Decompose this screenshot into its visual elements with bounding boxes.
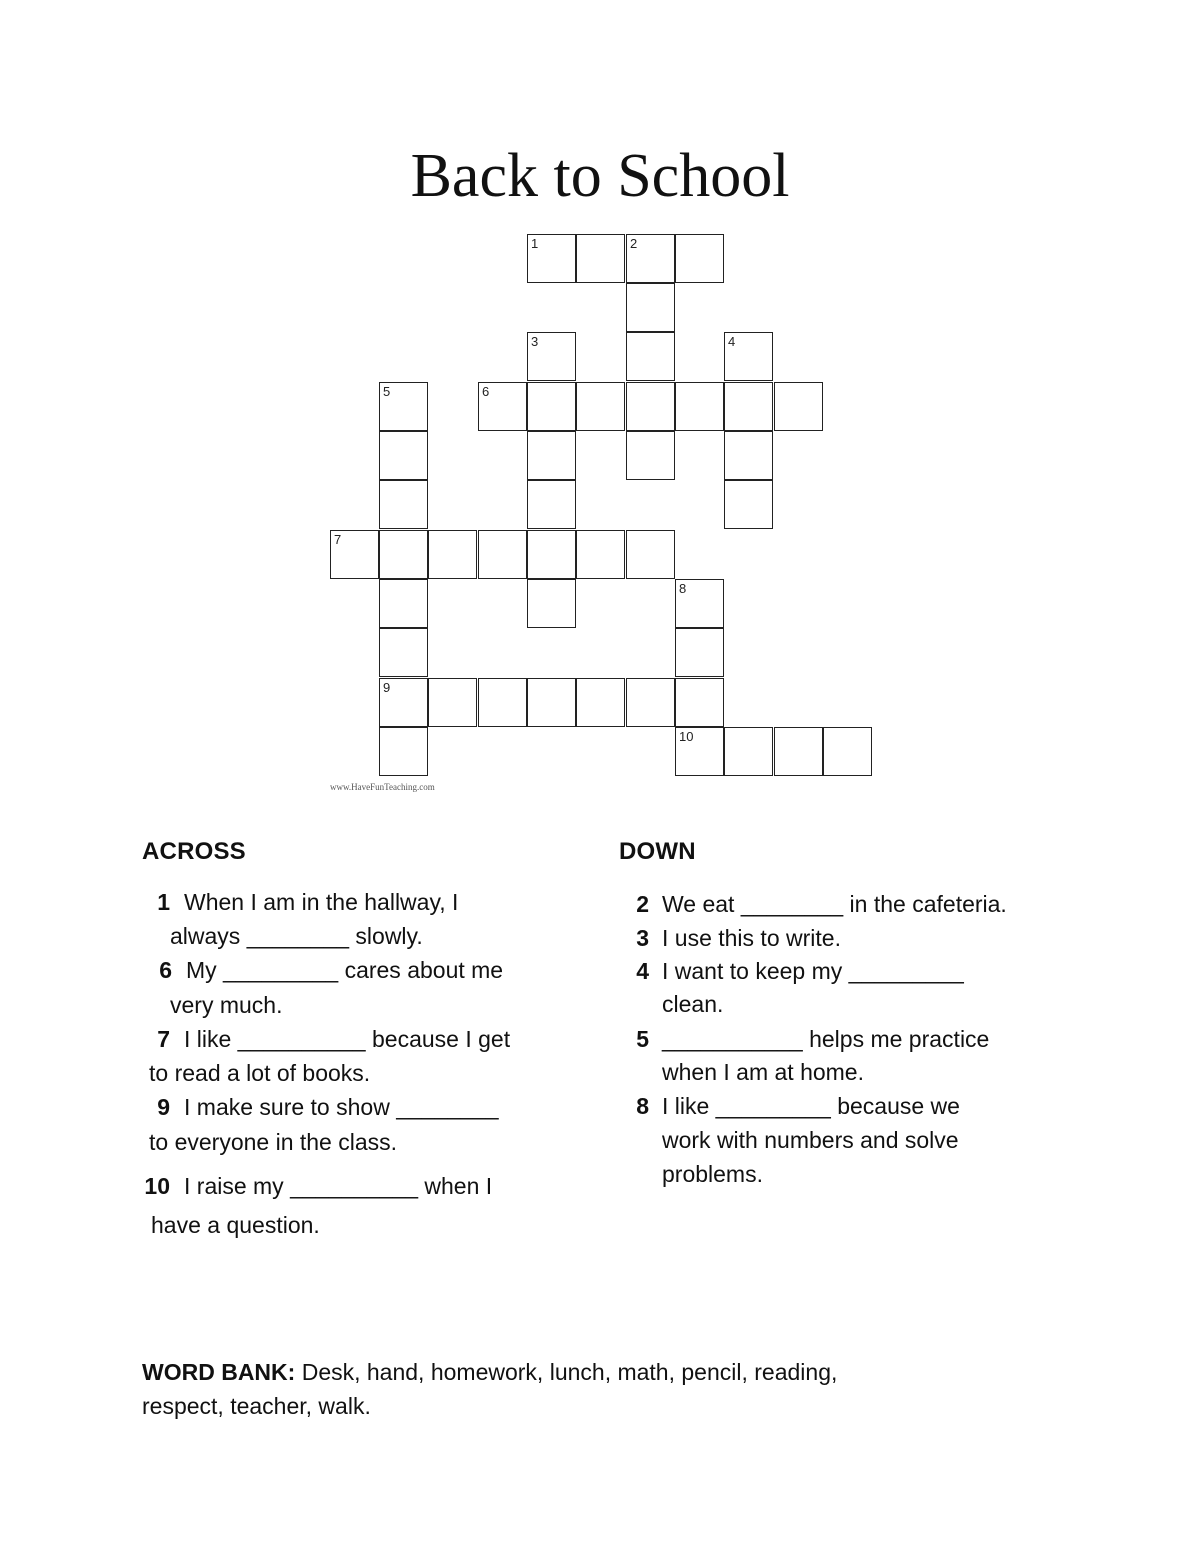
grid-cell[interactable] bbox=[527, 579, 576, 628]
grid-cell[interactable] bbox=[379, 579, 428, 628]
grid-cell[interactable] bbox=[774, 382, 823, 431]
across-heading: ACROSS bbox=[142, 838, 246, 865]
grid-cell[interactable] bbox=[379, 530, 428, 579]
grid-cell[interactable] bbox=[675, 628, 724, 677]
clue-text: very much. bbox=[170, 992, 283, 1018]
grid-cell[interactable] bbox=[724, 332, 773, 381]
clue-text: always ________ slowly. bbox=[170, 923, 423, 949]
clue-number: 8 bbox=[636, 1093, 649, 1119]
down-heading: DOWN bbox=[619, 838, 696, 865]
clue-text: clean. bbox=[662, 991, 724, 1017]
cell-number: 3 bbox=[531, 334, 539, 349]
clue-number: 7 bbox=[157, 1026, 170, 1052]
grid-cell[interactable] bbox=[576, 530, 625, 579]
grid-cell[interactable] bbox=[527, 382, 576, 431]
clue-number: 6 bbox=[159, 957, 172, 983]
word-bank-words: Desk, hand, homework, lunch, math, pencil, reading, bbox=[295, 1359, 838, 1385]
clue-text: I raise my __________ when I bbox=[184, 1173, 493, 1199]
grid-cell[interactable] bbox=[527, 234, 576, 283]
grid-cell[interactable] bbox=[626, 234, 675, 283]
cell-number: 7 bbox=[334, 532, 342, 547]
clue-text: I make sure to show ________ bbox=[184, 1094, 499, 1120]
grid-cell[interactable] bbox=[576, 382, 625, 431]
clue-number: 4 bbox=[636, 958, 649, 984]
grid-cell[interactable] bbox=[626, 678, 675, 727]
clue-text: When I am in the hallway, I bbox=[184, 889, 459, 915]
word-bank-label: WORD BANK: bbox=[142, 1359, 296, 1385]
clue-text: I use this to write. bbox=[662, 925, 841, 951]
grid-cell[interactable] bbox=[675, 579, 724, 628]
cell-number: 10 bbox=[679, 729, 694, 744]
clue-text: when I am at home. bbox=[662, 1059, 864, 1085]
grid-cell[interactable] bbox=[527, 480, 576, 529]
clue-text: problems. bbox=[662, 1161, 763, 1187]
grid-cell[interactable] bbox=[576, 234, 625, 283]
grid-cell[interactable] bbox=[626, 530, 675, 579]
grid-cell[interactable] bbox=[774, 727, 823, 776]
clue-text: I like _________ because we bbox=[662, 1093, 960, 1119]
clue-text: I want to keep my _________ bbox=[662, 958, 964, 984]
grid-cell[interactable] bbox=[379, 727, 428, 776]
grid-cell[interactable] bbox=[428, 678, 477, 727]
grid-cell[interactable] bbox=[527, 530, 576, 579]
grid-cell[interactable] bbox=[527, 332, 576, 381]
clue-text: I like __________ because I get bbox=[184, 1026, 511, 1052]
clue-text: have a question. bbox=[151, 1212, 320, 1238]
cell-number: 1 bbox=[531, 236, 539, 251]
clue-text: ___________ helps me practice bbox=[662, 1026, 990, 1052]
clue-text: My _________ cares about me bbox=[186, 957, 504, 983]
grid-cell[interactable] bbox=[527, 431, 576, 480]
clue-number: 9 bbox=[157, 1094, 170, 1120]
grid-cell[interactable] bbox=[478, 530, 527, 579]
grid-cell[interactable] bbox=[379, 480, 428, 529]
cell-number: 9 bbox=[383, 680, 391, 695]
grid-cell[interactable] bbox=[724, 727, 773, 776]
cell-number: 4 bbox=[728, 334, 736, 349]
grid-cell[interactable] bbox=[675, 382, 724, 431]
page-title: Back to School bbox=[410, 142, 790, 210]
grid-cell[interactable] bbox=[724, 382, 773, 431]
grid-cell[interactable] bbox=[675, 234, 724, 283]
cell-number: 5 bbox=[383, 384, 391, 399]
clue-number: 2 bbox=[636, 891, 649, 917]
cell-number: 2 bbox=[630, 236, 638, 251]
clue-number: 5 bbox=[636, 1026, 649, 1052]
grid-cell[interactable] bbox=[379, 382, 428, 431]
grid-cell[interactable] bbox=[724, 431, 773, 480]
cell-number: 8 bbox=[679, 581, 687, 596]
grid-cell[interactable] bbox=[527, 678, 576, 727]
word-bank bbox=[142, 1358, 837, 1386]
grid-cell[interactable] bbox=[626, 283, 675, 332]
grid-cell[interactable] bbox=[379, 628, 428, 677]
grid-cell[interactable] bbox=[675, 678, 724, 727]
grid-cell[interactable] bbox=[478, 678, 527, 727]
word-bank-words-continued: respect, teacher, walk. bbox=[142, 1393, 371, 1419]
watermark: www.HaveFunTeaching.com bbox=[330, 782, 435, 792]
grid-cell[interactable] bbox=[379, 431, 428, 480]
cell-number: 6 bbox=[482, 384, 490, 399]
clue-text: to everyone in the class. bbox=[149, 1129, 398, 1155]
clue-number: 1 bbox=[157, 889, 170, 915]
grid-cell[interactable] bbox=[478, 382, 527, 431]
grid-cell[interactable] bbox=[626, 332, 675, 381]
grid-cell[interactable] bbox=[724, 480, 773, 529]
clue-number: 3 bbox=[636, 925, 649, 951]
grid-cell[interactable] bbox=[379, 678, 428, 727]
grid-cell[interactable] bbox=[626, 382, 675, 431]
clue-number: 10 bbox=[144, 1173, 170, 1199]
clue-text: We eat ________ in the cafeteria. bbox=[662, 891, 1007, 917]
grid-cell[interactable] bbox=[576, 678, 625, 727]
grid-cell[interactable] bbox=[626, 431, 675, 480]
clue-text: work with numbers and solve bbox=[662, 1127, 959, 1153]
grid-cell[interactable] bbox=[330, 530, 379, 579]
grid-cell[interactable] bbox=[823, 727, 872, 776]
grid-cell[interactable] bbox=[428, 530, 477, 579]
grid-cell[interactable] bbox=[675, 727, 724, 776]
clue-text: to read a lot of books. bbox=[149, 1060, 371, 1086]
